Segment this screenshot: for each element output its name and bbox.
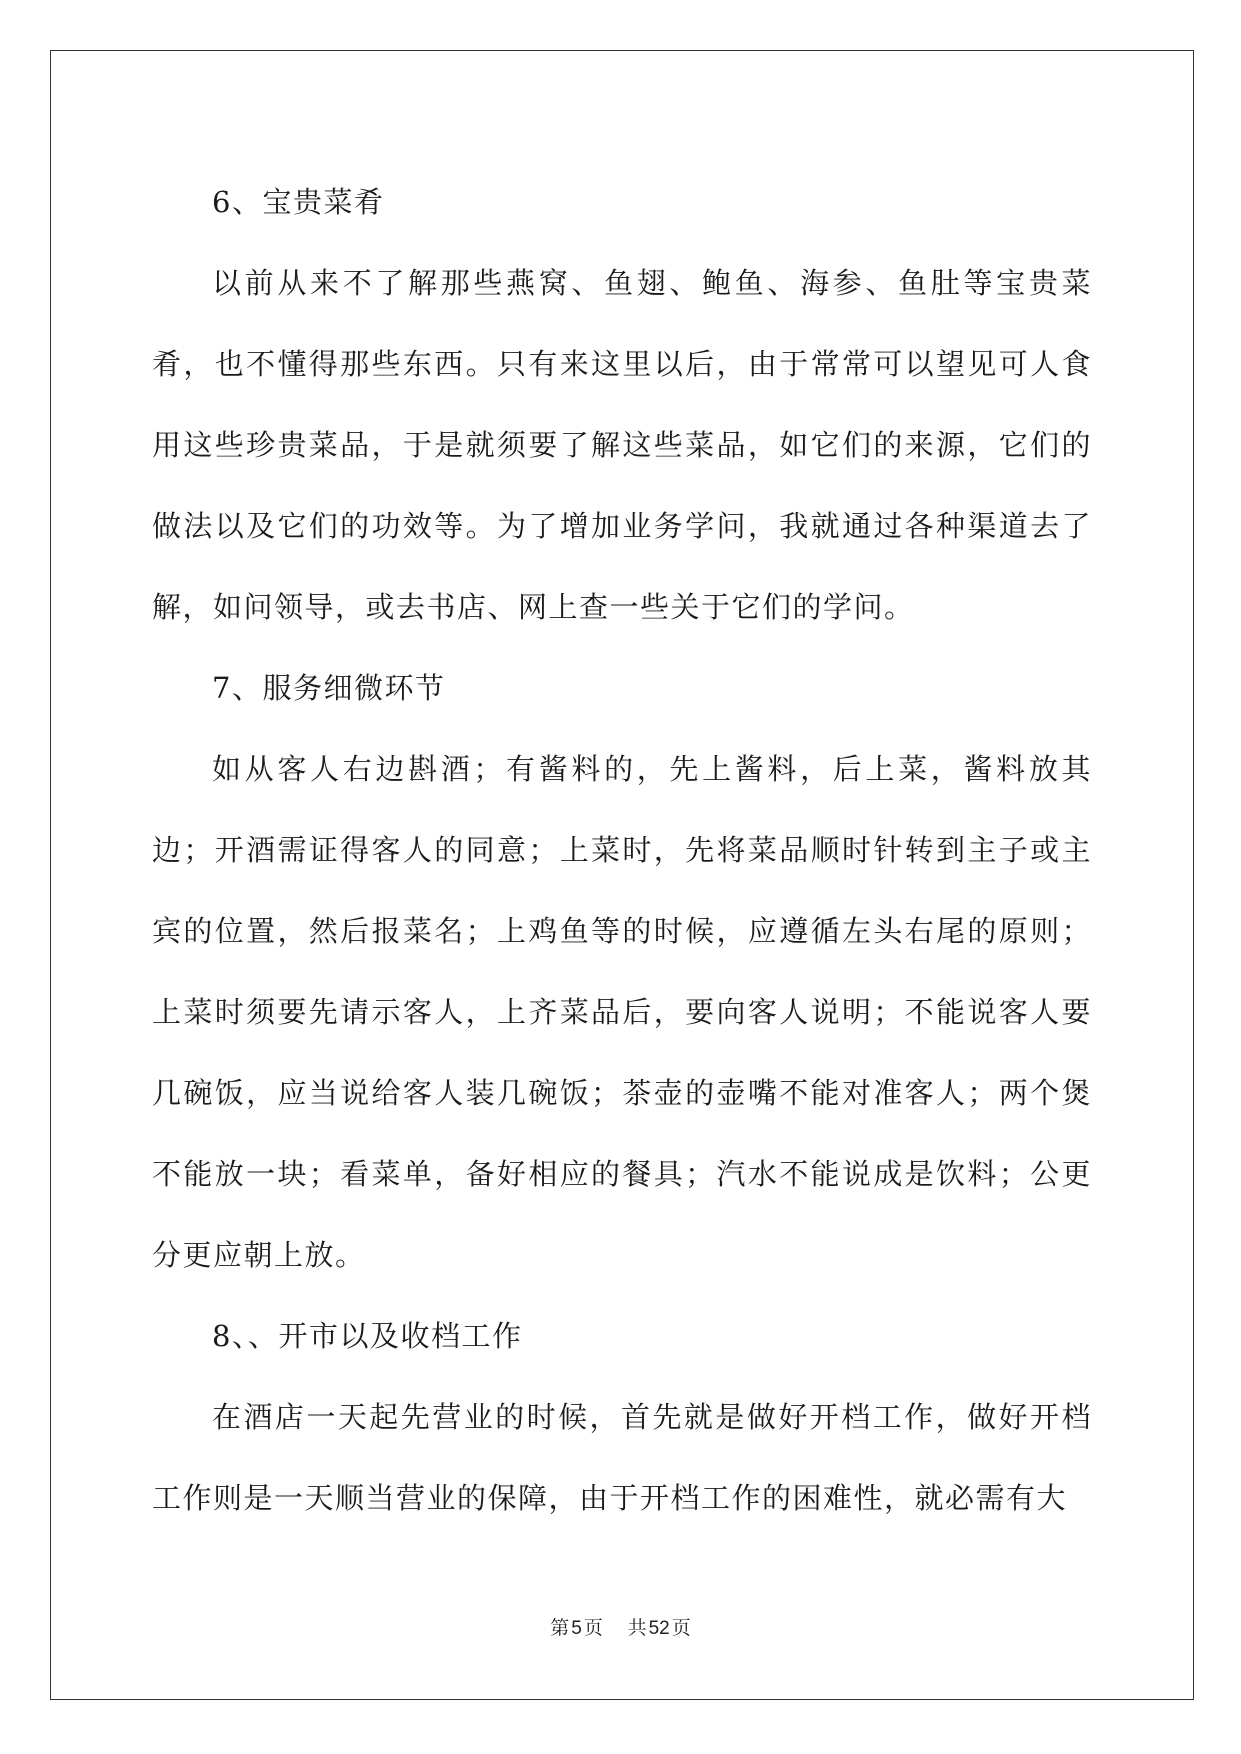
section-heading-7: 7、服务细微环节 <box>212 671 446 705</box>
section-heading-6: 6、宝贵菜肴 <box>212 185 385 219</box>
page-indicator <box>550 1618 603 1639</box>
page-suffix: 页 <box>583 1618 603 1639</box>
total-prefix: 共 <box>627 1618 647 1639</box>
section-paragraph-7: 如从客人右边斟酒；有酱料的，先上酱料，后上菜，酱料放其边；开酒需证得客人的同意；上菜时，先将菜品顺时针转到主子或主宾的位置，然后报菜名；上鸡鱼等的时候，应遵循左头右尾的原则；上菜时须要先请示客人，上齐菜品后，要向客人说明；不能说客人要几碗饭，应当说给客人装几碗饭；茶壶的壶嘴不能对准客人；两个煲不能放一块；看菜单，备好相应的餐具；汽水不能说成是饮料；公更分更应朝上放。 <box>152 752 1092 1272</box>
section-heading-8: 8、、开市以及收档工作 <box>212 1319 523 1353</box>
page-footer <box>0 1613 1241 1640</box>
section-paragraph-8: 在酒店一天起先营业的时候，首先就是做好开档工作，做好开档工作则是一天顺当营业的保障，由于开档工作的困难性，就必需有大 <box>152 1400 1092 1515</box>
page-number: 5 <box>571 1618 582 1639</box>
document-body <box>152 162 1092 1539</box>
total-indicator <box>628 1618 691 1639</box>
page-prefix: 第 <box>550 1618 570 1639</box>
section-paragraph-6: 以前从来不了解那些燕窝、鱼翅、鲍鱼、海参、鱼肚等宝贵菜肴，也不懂得那些东西。只有来这里以后，由于常常可以望见可人食用这些珍贵菜品，于是就须要了解这些菜品，如它们的来源，它们的做法以及它们的功效等。为了增加业务学问，我就通过各种渠道去了解，如问领导，或去书店、网上查一些关于它们的学问。 <box>152 266 1092 624</box>
total-pages: 52 <box>648 1618 670 1639</box>
total-suffix: 页 <box>671 1618 691 1639</box>
